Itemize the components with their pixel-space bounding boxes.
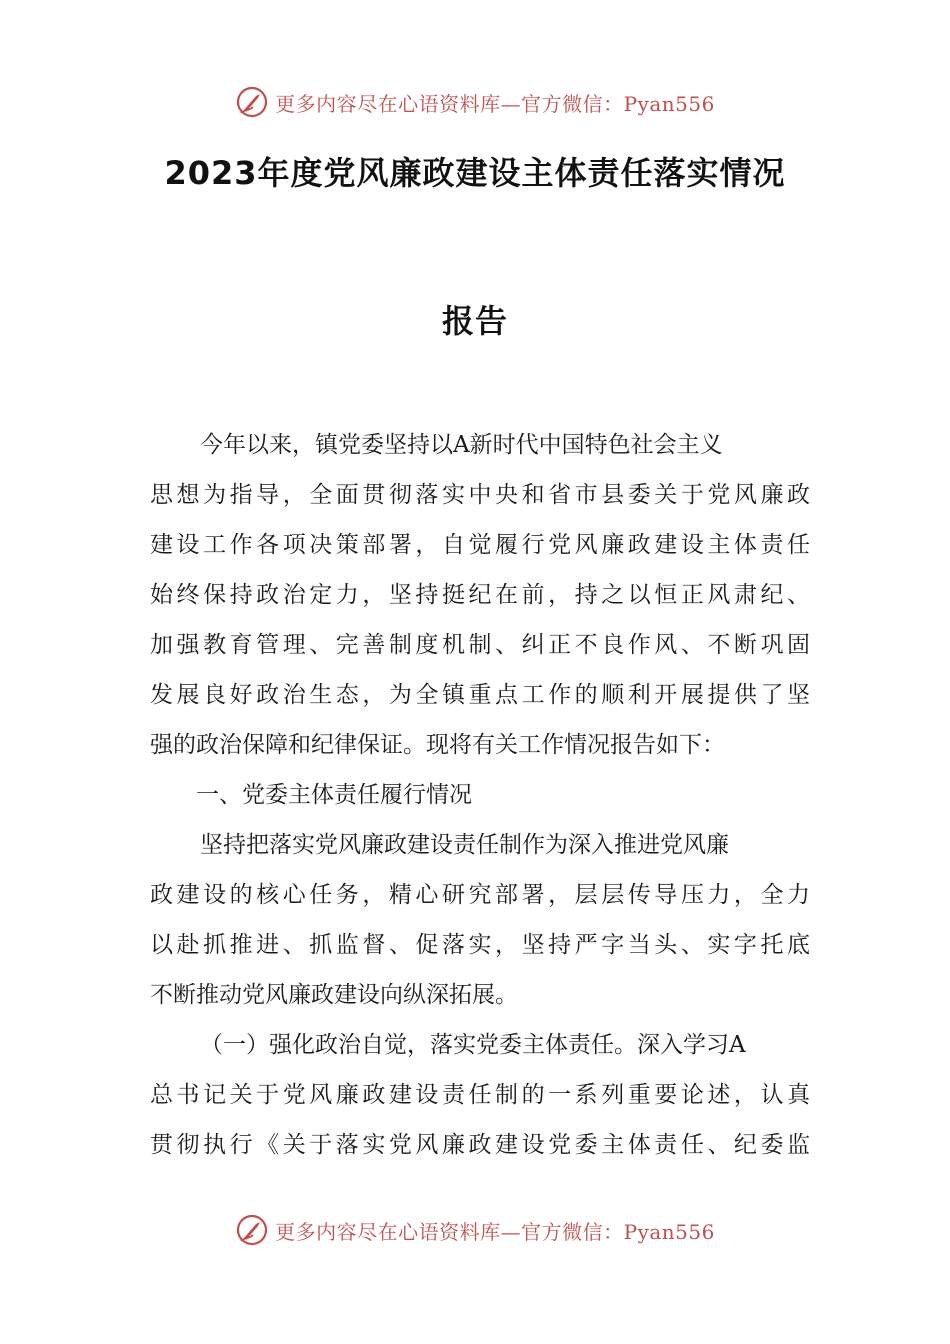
body-line: 思想为指导，全面贯彻落实中央和省市县委关于党风廉政 <box>150 482 810 508</box>
body-line: 建设工作各项决策部署，自觉履行党风廉政建设主体责任 <box>150 532 810 558</box>
body-line: 今年以来，镇党委坚持以A新时代中国特色社会主义 <box>200 432 723 458</box>
body-line: 始终保持政治定力，坚持挺纪在前，持之以恒正风肃纪、 <box>150 582 810 608</box>
body-line: 发展良好政治生态，为全镇重点工作的顺利开展提供了坚 <box>150 682 810 708</box>
body-line: 坚持把落实党风廉政建设责任制作为深入推进党风廉 <box>200 832 729 858</box>
body-line: 政建设的核心任务，精心研究部署，层层传导压力，全力 <box>150 882 810 908</box>
body-line: 强的政治保障和纪律保证。现将有关工作情况报告如下： <box>150 732 725 758</box>
watermark-text: 更多内容尽在心语资料库—官方微信：Pyan556 <box>275 91 715 116</box>
watermark-text: 更多内容尽在心语资料库—官方微信：Pyan556 <box>275 1219 715 1244</box>
pen-nib-logo-icon <box>235 85 269 119</box>
section-heading: 一、党委主体责任履行情况 <box>196 782 472 808</box>
body-line: 总书记关于党风廉政建设责任制的一系列重要论述，认真 <box>150 1082 810 1108</box>
body-line: 贯彻执行《关于落实党风廉政建设党委主体责任、纪委监 <box>150 1132 810 1158</box>
body-line: 加强教育管理、完善制度机制、纠正不良作风、不断巩固 <box>150 632 810 658</box>
header-watermark <box>0 82 950 122</box>
body-line: 以赴抓推进、抓监督、促落实，坚持严字当头、实字托底 <box>150 932 810 958</box>
document-title-line-1: 2023年度党风廉政建设主体责任落实情况 <box>164 154 786 192</box>
document-title-line-2: 报告 <box>441 302 508 340</box>
subsection-heading: （一）强化政治自觉，落实党委主体责任。深入学习A <box>200 1032 746 1058</box>
pen-nib-logo-icon <box>235 1213 269 1247</box>
footer-watermark <box>0 1210 950 1250</box>
body-line: 不断推动党风廉政建设向纵深拓展。 <box>150 982 518 1008</box>
